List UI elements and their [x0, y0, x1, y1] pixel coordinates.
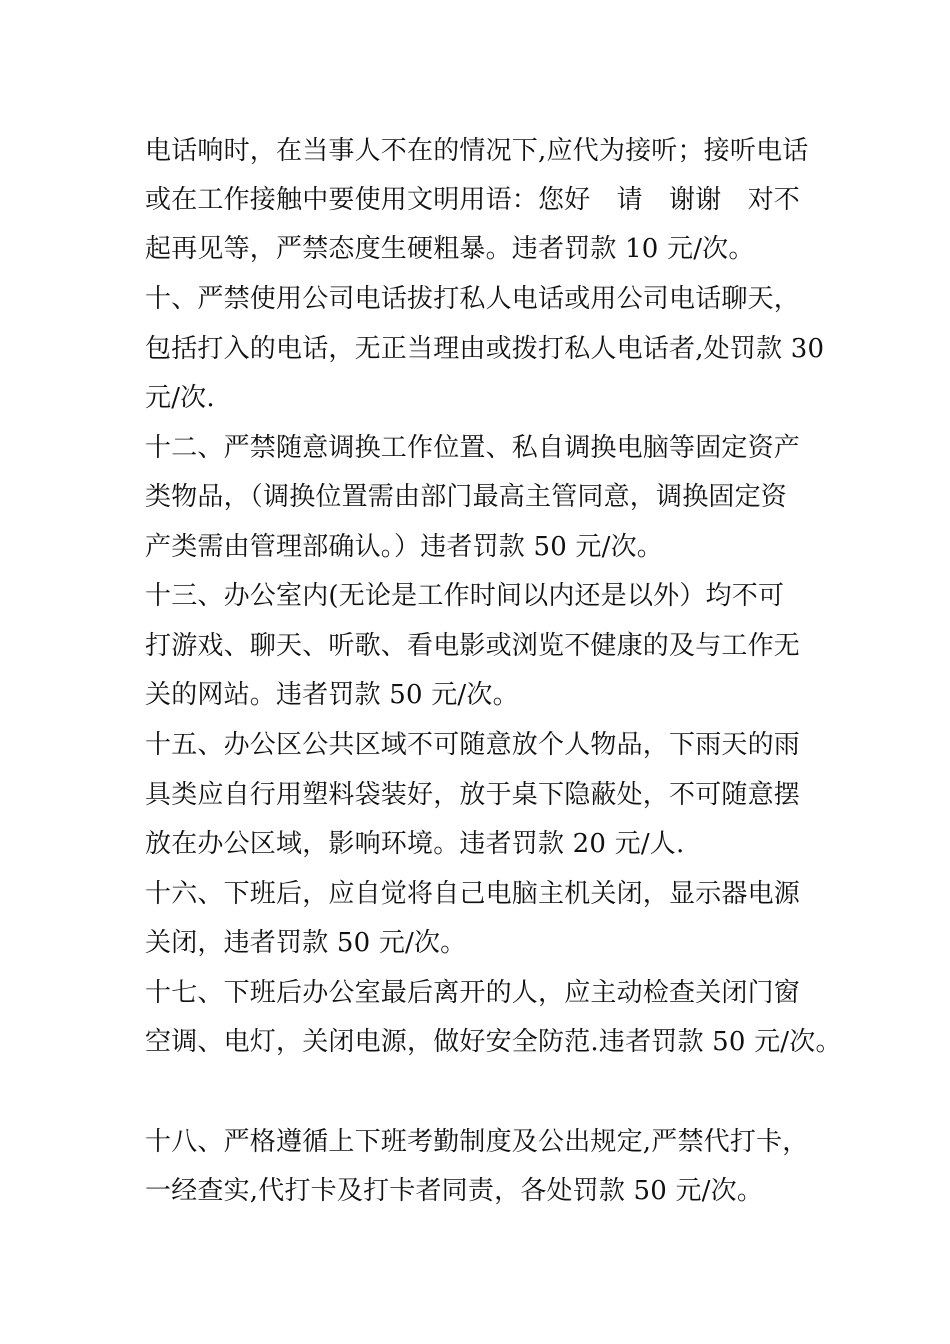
text-line: 十八、严格遵循上下班考勤制度及公出规定,严禁代打卡， — [145, 1127, 809, 1157]
text-line: 关闭，违者罚款 50 元/次。 — [145, 928, 467, 958]
text-line: 十七、下班后办公室最后离开的人，应主动检查关闭门窗 — [145, 978, 801, 1008]
text-line: 起再见等，严禁态度生硬粗暴。违者罚款 10 元/次。 — [145, 234, 755, 264]
text-line: 十六、下班后，应自觉将自己电脑主机关闭，显示器电源 — [145, 879, 801, 909]
text-line: 空调、电灯，关闭电源，做好安全防范.违者罚款 50 元/次。 — [145, 1027, 842, 1057]
text-line: 十二、严禁随意调换工作位置、私自调换电脑等固定资产 — [145, 433, 801, 463]
text-line: 类物品，（调换位置需由部门最高主管同意，调换固定资 — [145, 482, 788, 512]
text-line: 产类需由管理部确认。）违者罚款 50 元/次。 — [145, 532, 663, 562]
text-line: 电话响时，在当事人不在的情况下,应代为接听；接听电话 — [145, 136, 809, 166]
text-line: 或在工作接触中要使用文明用语：您好 请 谢谢 对不 — [145, 185, 801, 215]
text-line: 十三、办公室内(无论是工作时间以内还是以外）均不可 — [145, 581, 785, 611]
text-line: 元/次. — [145, 383, 215, 413]
text-line: 放在办公区域，影响环境。违者罚款 20 元/人. — [145, 829, 685, 859]
text-line: 包括打入的电话，无正当理由或拨打私人电话者,处罚款 30 — [145, 334, 825, 364]
text-line: 一经查实,代打卡及打卡者同责，各处罚款 50 元/次。 — [145, 1176, 764, 1206]
text-line: 打游戏、聊天、听歌、看电影或浏览不健康的及与工作无 — [145, 631, 801, 661]
text-line: 十、严禁使用公司电话拔打私人电话或用公司电话聊天， — [145, 284, 801, 314]
text-line: 具类应自行用塑料袋装好，放于桌下隐蔽处，不可随意摆 — [145, 780, 801, 810]
text-line: 十五、办公区公共区域不可随意放个人物品，下雨天的雨 — [145, 730, 801, 760]
text-line: 关的网站。违者罚款 50 元/次。 — [145, 680, 519, 710]
